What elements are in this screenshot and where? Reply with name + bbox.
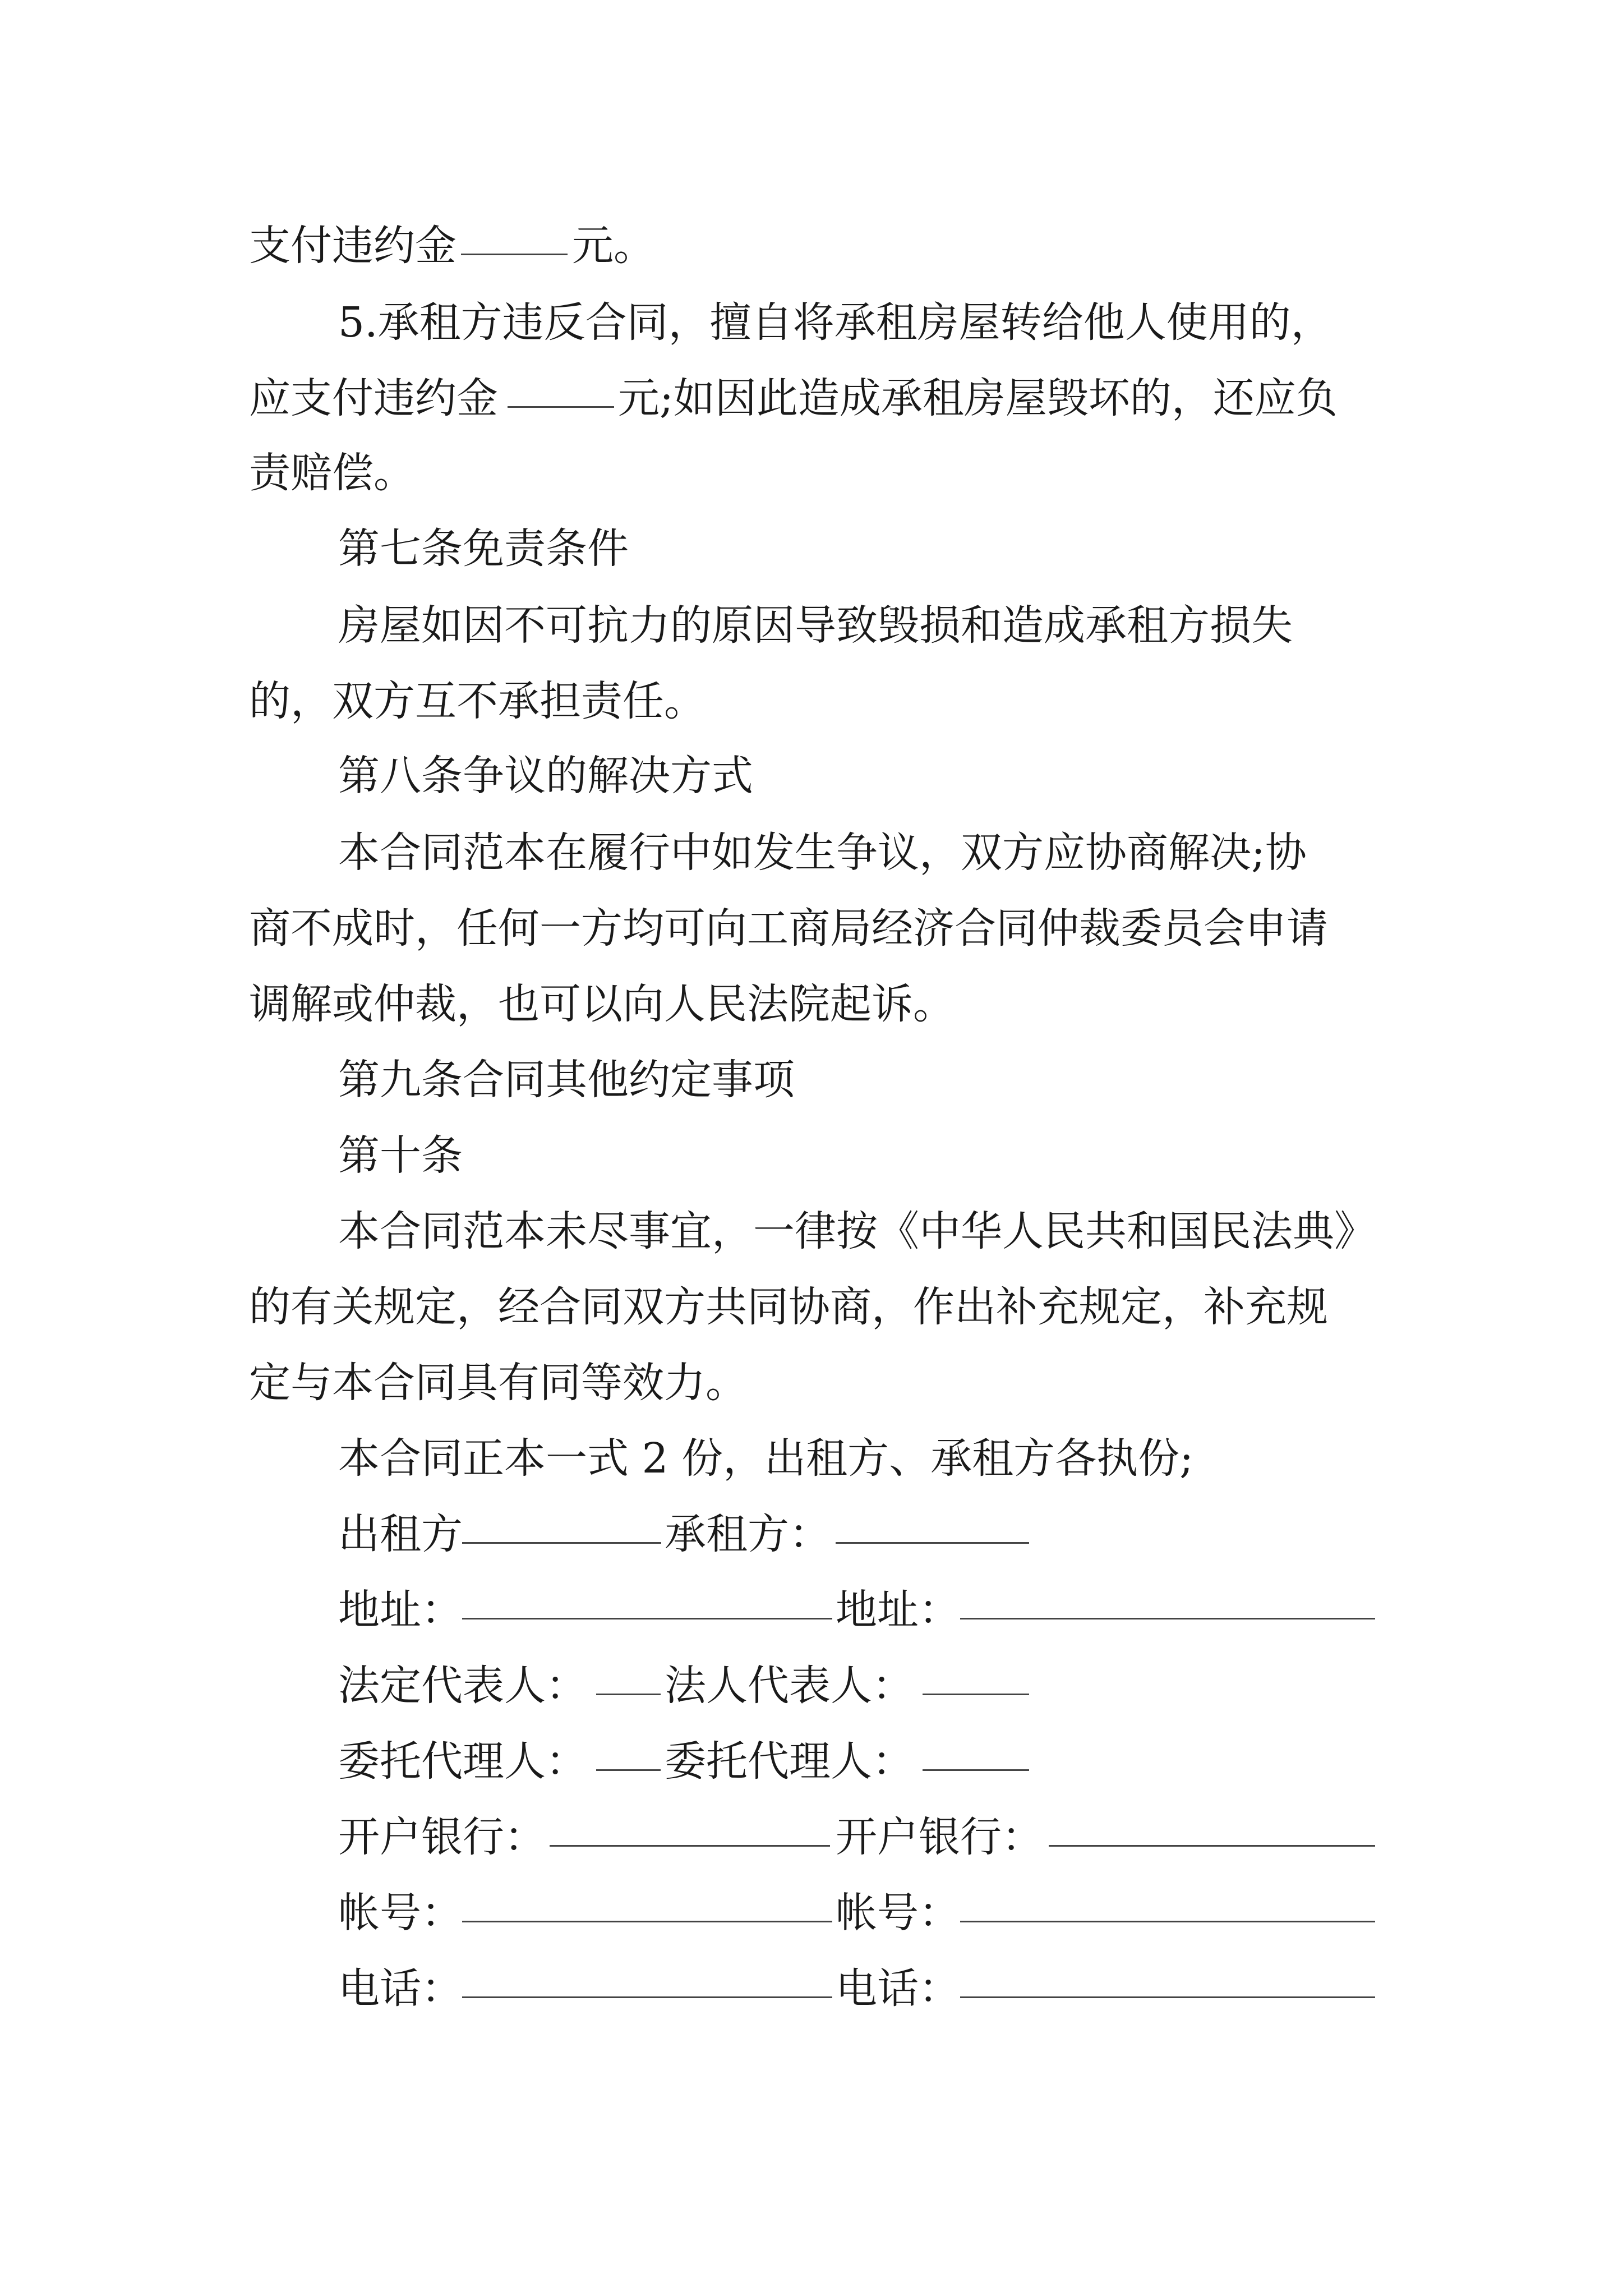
line-text: 调解或仲裁，也可以向人民法院起诉。 (249, 980, 955, 1028)
line-text: 第十条 (338, 1131, 463, 1180)
text-line (0, 592, 1623, 659)
text-line (0, 1122, 1623, 1189)
line-text: 本合同范本在履行中如发生争议，双方应协商解决;协 (338, 829, 1307, 877)
line-text: 责赔偿。 (249, 449, 415, 497)
line-text: 开户银行： (836, 1813, 1043, 1861)
fill-in-blank (923, 1728, 1029, 1771)
fill-in-blank (960, 1576, 1375, 1619)
text-line (0, 1349, 1623, 1416)
line-text: 房屋如因不可抗力的原因导致毁损和造成承租方损失 (338, 601, 1293, 650)
fill-in-blank (462, 1879, 832, 1922)
line-text: 支付违约金 (249, 222, 457, 270)
line-text: 电话： (338, 1964, 463, 2013)
line-text: 承租方： (665, 1510, 831, 1558)
line-text: 元;如因此造成承租房屋毁坏的，还应负 (618, 374, 1338, 422)
fill-in-blank (462, 1955, 832, 1998)
text-line (0, 1728, 1623, 1795)
text-line (0, 1803, 1623, 1871)
line-text: 本合同范本未尽事宜，一律按《中华人民共和国民法典》 (338, 1207, 1376, 1255)
line-text: 帐号： (338, 1889, 463, 1937)
fill-in-blank (960, 1879, 1375, 1922)
line-text: 第九条合同其他约定事项 (338, 1056, 795, 1104)
fill-in-blank (596, 1728, 661, 1771)
line-text: 地址： (836, 1586, 960, 1634)
text-line (0, 895, 1623, 962)
text-line (0, 289, 1623, 356)
fill-in-blank (462, 1576, 832, 1619)
text-line (0, 1425, 1623, 1492)
text-line (0, 819, 1623, 886)
line-text: 5.承租方违反合同，擅自将承租房屋转给他人使用的， (338, 298, 1332, 347)
text-line (0, 1576, 1623, 1644)
text-line (0, 1501, 1623, 1568)
text-line (0, 1879, 1623, 1947)
text-line (0, 668, 1623, 735)
fill-in-blank (461, 212, 568, 255)
text-line (0, 212, 1623, 279)
text-line (0, 365, 1623, 432)
text-line (0, 439, 1623, 507)
line-text: 的有关规定，经合同双方共同协商，作出补充规定，补充规 (249, 1283, 1328, 1331)
line-text: 出租方 (338, 1510, 463, 1558)
line-text: 电话： (836, 1964, 960, 2013)
text-line (0, 1652, 1623, 1719)
fill-in-blank (508, 365, 614, 408)
line-text: 法人代表人： (665, 1662, 914, 1710)
line-text: 帐号： (836, 1889, 960, 1937)
fill-in-blank (596, 1652, 661, 1695)
line-text: 法定代表人： (338, 1662, 587, 1710)
line-text: 商不成时，任何一方均可向工商局经济合同仲裁委员会申请 (249, 904, 1328, 953)
text-line (0, 970, 1623, 1038)
fill-in-blank (550, 1803, 830, 1847)
text-line (0, 515, 1623, 582)
fill-in-blank (1049, 1803, 1375, 1847)
line-text: 本合同正本一式 2 份，出租方、承租方各执份; (338, 1434, 1194, 1483)
line-text: 第八条争议的解决方式 (338, 752, 753, 800)
line-text: 委托代理人： (665, 1737, 914, 1786)
line-text: 的，双方互不承担责任。 (249, 677, 706, 725)
text-line (0, 1955, 1623, 2022)
line-text: 定与本合同具有同等效力。 (249, 1359, 747, 1407)
text-line (0, 1198, 1623, 1265)
line-text: 应支付违约金 (249, 374, 498, 422)
fill-in-blank (462, 1501, 661, 1544)
text-line (0, 1273, 1623, 1341)
fill-in-blank (923, 1652, 1029, 1695)
line-text: 开户银行： (338, 1813, 546, 1861)
line-text: 地址： (338, 1586, 463, 1634)
line-text: 第七条免责条件 (338, 524, 629, 573)
text-line (0, 742, 1623, 809)
fill-in-blank (960, 1955, 1375, 1998)
fill-in-blank (836, 1501, 1029, 1544)
text-line (0, 1046, 1623, 1114)
line-text: 委托代理人： (338, 1737, 587, 1786)
line-text: 元。 (572, 222, 655, 270)
